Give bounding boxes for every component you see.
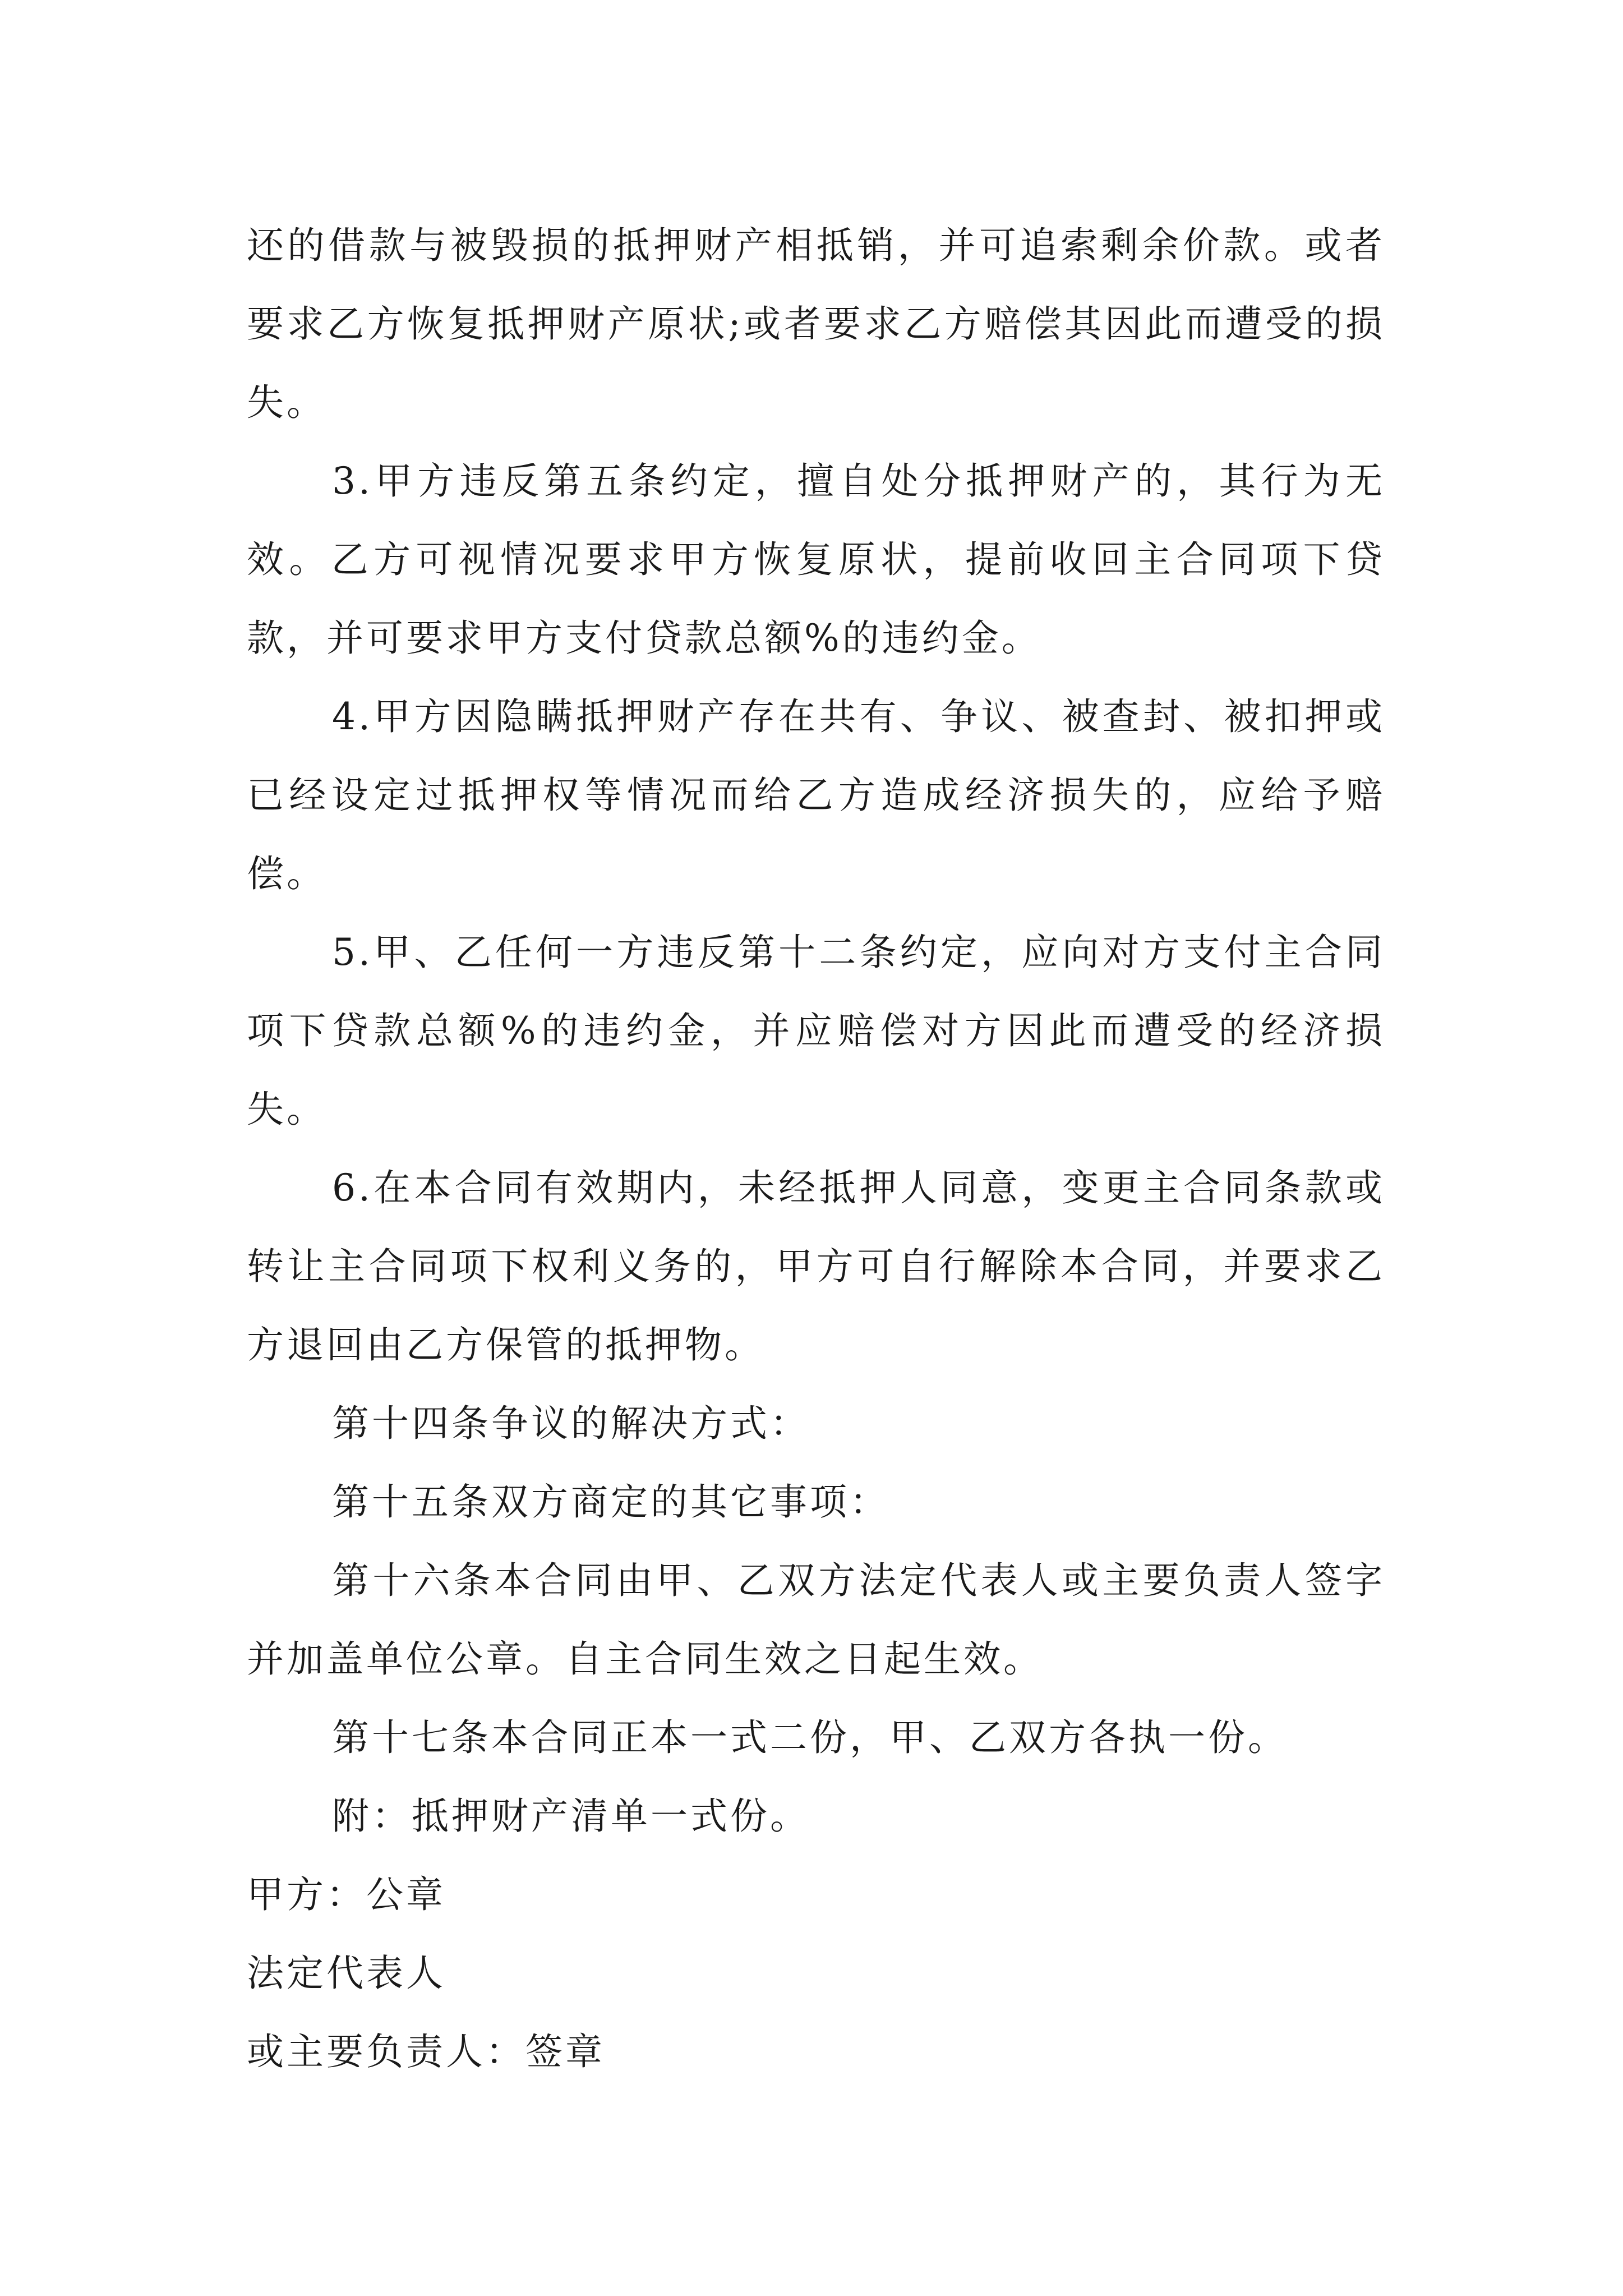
signature-principal: 或主要负责人：签章 — [247, 2030, 605, 2073]
signature-legal-rep: 法定代表人 — [247, 1952, 446, 1995]
paragraph-clause-5: 5.甲、乙任何一方违反第十二条约定，应向对方支付主合同项下贷款总额%的违约金，并应赔偿对方因此而遭受的经济损失。 — [247, 931, 1385, 1131]
paragraph-clause-6: 6.在本合同有效期内，未经抵押人同意，变更主合同条款或转让主合同项下权利义务的，甲方可自行解除本合同，并要求乙方退回由乙方保管的抵押物。 — [247, 1166, 1385, 1366]
paragraph-clause-4: 4.甲方因隐瞒抵押财产存在共有、争议、被查封、被扣押或已经设定过抵押权等情况而给乙方造成经济损失的，应给予赔偿。 — [247, 695, 1385, 895]
attachment-note: 附：抵押财产清单一式份。 — [332, 1795, 810, 1838]
article-14: 第十四条争议的解决方式： — [332, 1402, 810, 1445]
article-15: 第十五条双方商定的其它事项： — [332, 1480, 889, 1524]
paragraph-clause-3: 3.甲方违反第五条约定，擅自处分抵押财产的，其行为无效。乙方可视情况要求甲方恢复原状，提前收回主合同项下贷款，并可要求甲方支付贷款总额%的违约金。 — [247, 459, 1385, 660]
article-16: 第十六条本合同由甲、乙双方法定代表人或主要负责人签字并加盖单位公章。自主合同生效之日起生效。 — [247, 1559, 1385, 1681]
signature-party-a: 甲方：公章 — [247, 1873, 446, 1916]
document-body — [247, 206, 1385, 2091]
paragraph-continuation: 还的借款与被毁损的抵押财产相抵销，并可追索剩余价款。或者要求乙方恢复抵押财产原状;或者要求乙方赔偿其因此而遭受的损失。 — [247, 224, 1385, 424]
article-17: 第十七条本合同正本一式二份，甲、乙双方各执一份。 — [332, 1716, 1288, 1759]
